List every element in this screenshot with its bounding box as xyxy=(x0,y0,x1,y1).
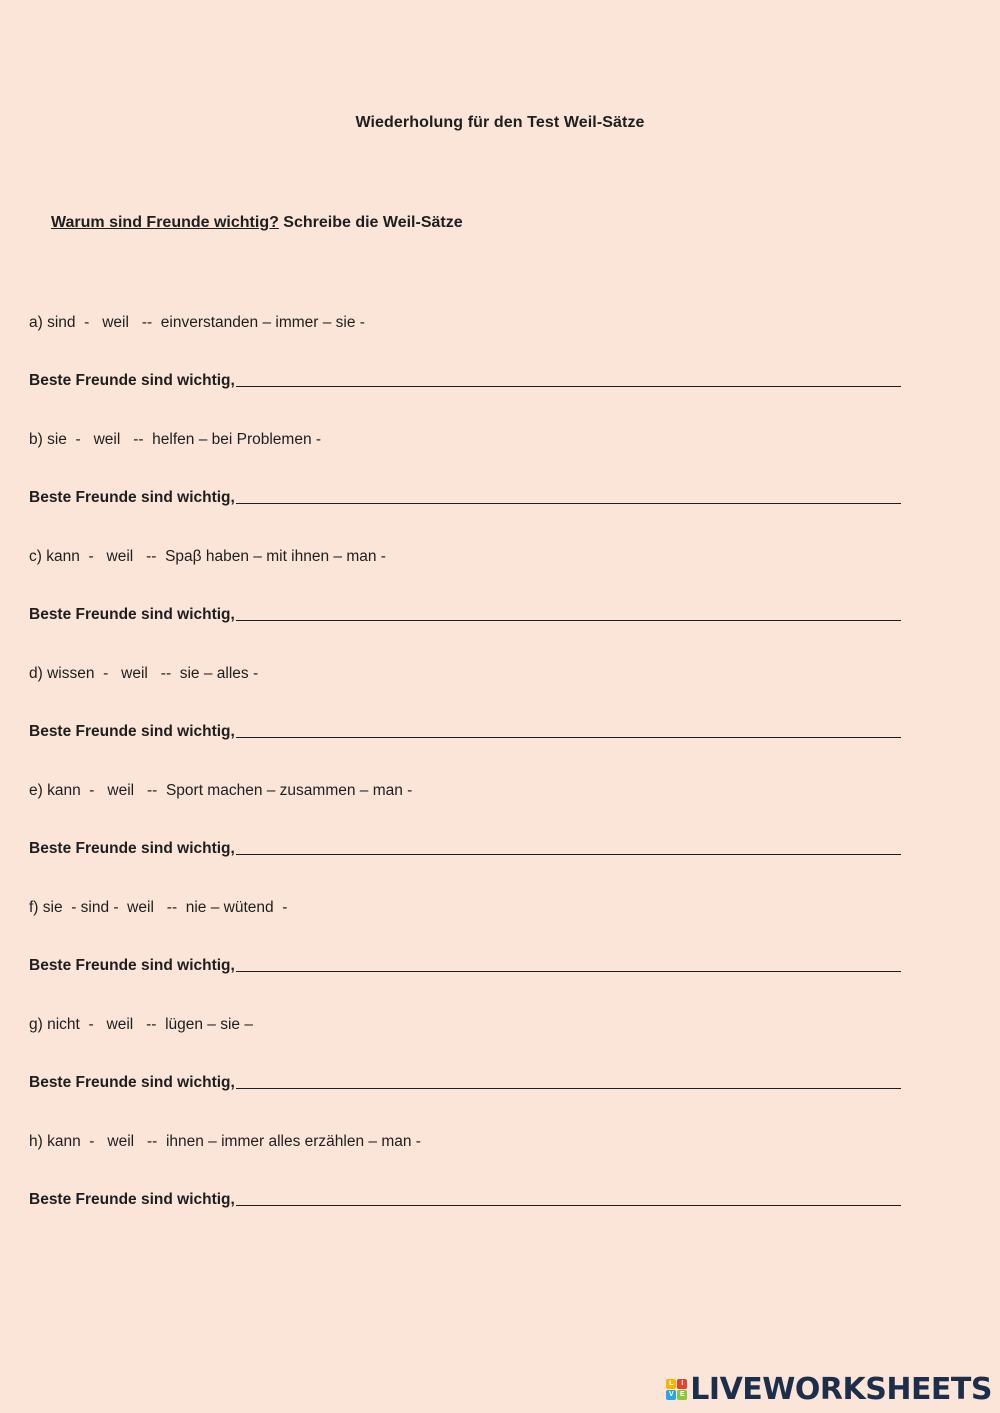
exercise-item-d xyxy=(29,665,909,740)
logo-badge-letter: I xyxy=(677,1379,687,1389)
instruction-question: Warum sind Freunde wichtig? xyxy=(51,214,279,231)
answer-line xyxy=(29,723,901,741)
instruction-task: Schreibe die Weil-Sätze xyxy=(278,214,463,231)
exercise-item-g xyxy=(29,1016,909,1091)
answer-blank[interactable] xyxy=(236,970,901,972)
answer-blank[interactable] xyxy=(236,1087,901,1089)
worksheet-title: Wiederholung für den Test Weil-Sätze xyxy=(355,114,645,131)
answer-blank[interactable] xyxy=(236,385,901,387)
answer-stem: Beste Freunde sind wichtig, xyxy=(29,489,235,506)
answer-line xyxy=(29,489,901,507)
exercise-item-h xyxy=(29,1133,909,1208)
word-prompt: c) kann - weil -- Spaβ haben – mit ihnen – man - xyxy=(29,548,386,565)
exercise-item-c xyxy=(29,548,909,623)
instruction xyxy=(51,214,463,232)
logo-badge-icon xyxy=(666,1379,687,1400)
exercise-item-b xyxy=(29,431,909,506)
liveworksheets-logo xyxy=(666,1372,992,1407)
word-prompt: g) nicht - weil -- lügen – sie – xyxy=(29,1016,253,1033)
word-prompt: b) sie - weil -- helfen – bei Problemen - xyxy=(29,431,322,448)
answer-stem: Beste Freunde sind wichtig, xyxy=(29,1074,235,1091)
exercise-item-a xyxy=(29,314,909,389)
answer-line xyxy=(29,606,901,624)
answer-stem: Beste Freunde sind wichtig, xyxy=(29,723,235,740)
answer-stem: Beste Freunde sind wichtig, xyxy=(29,606,235,623)
answer-blank[interactable] xyxy=(236,1204,901,1206)
logo-badge-letter: E xyxy=(677,1390,687,1400)
answer-line xyxy=(29,1191,901,1209)
answer-stem: Beste Freunde sind wichtig, xyxy=(29,1191,235,1208)
word-prompt: e) kann - weil -- Sport machen – zusammen – man - xyxy=(29,782,413,799)
answer-blank[interactable] xyxy=(236,502,901,504)
logo-text: LIVEWORKSHEETS xyxy=(690,1372,992,1407)
exercise-item-e xyxy=(29,782,909,857)
answer-stem: Beste Freunde sind wichtig, xyxy=(29,372,235,389)
answer-stem: Beste Freunde sind wichtig, xyxy=(29,840,235,857)
logo-badge-letter: V xyxy=(666,1390,676,1400)
answer-line xyxy=(29,1074,901,1092)
answer-blank[interactable] xyxy=(236,853,901,855)
answer-line xyxy=(29,957,901,975)
answer-blank[interactable] xyxy=(236,619,901,621)
exercise-item-f xyxy=(29,899,909,974)
logo-badge-letter: L xyxy=(666,1379,676,1389)
answer-stem: Beste Freunde sind wichtig, xyxy=(29,957,235,974)
answer-line xyxy=(29,372,901,390)
answer-blank[interactable] xyxy=(236,736,901,738)
word-prompt: h) kann - weil -- ihnen – immer alles erzählen – man - xyxy=(29,1133,421,1150)
word-prompt: d) wissen - weil -- sie – alles - xyxy=(29,665,259,682)
word-prompt: f) sie - sind - weil -- nie – wütend - xyxy=(29,899,288,916)
word-prompt: a) sind - weil -- einverstanden – immer – sie - xyxy=(29,314,365,331)
answer-line xyxy=(29,840,901,858)
